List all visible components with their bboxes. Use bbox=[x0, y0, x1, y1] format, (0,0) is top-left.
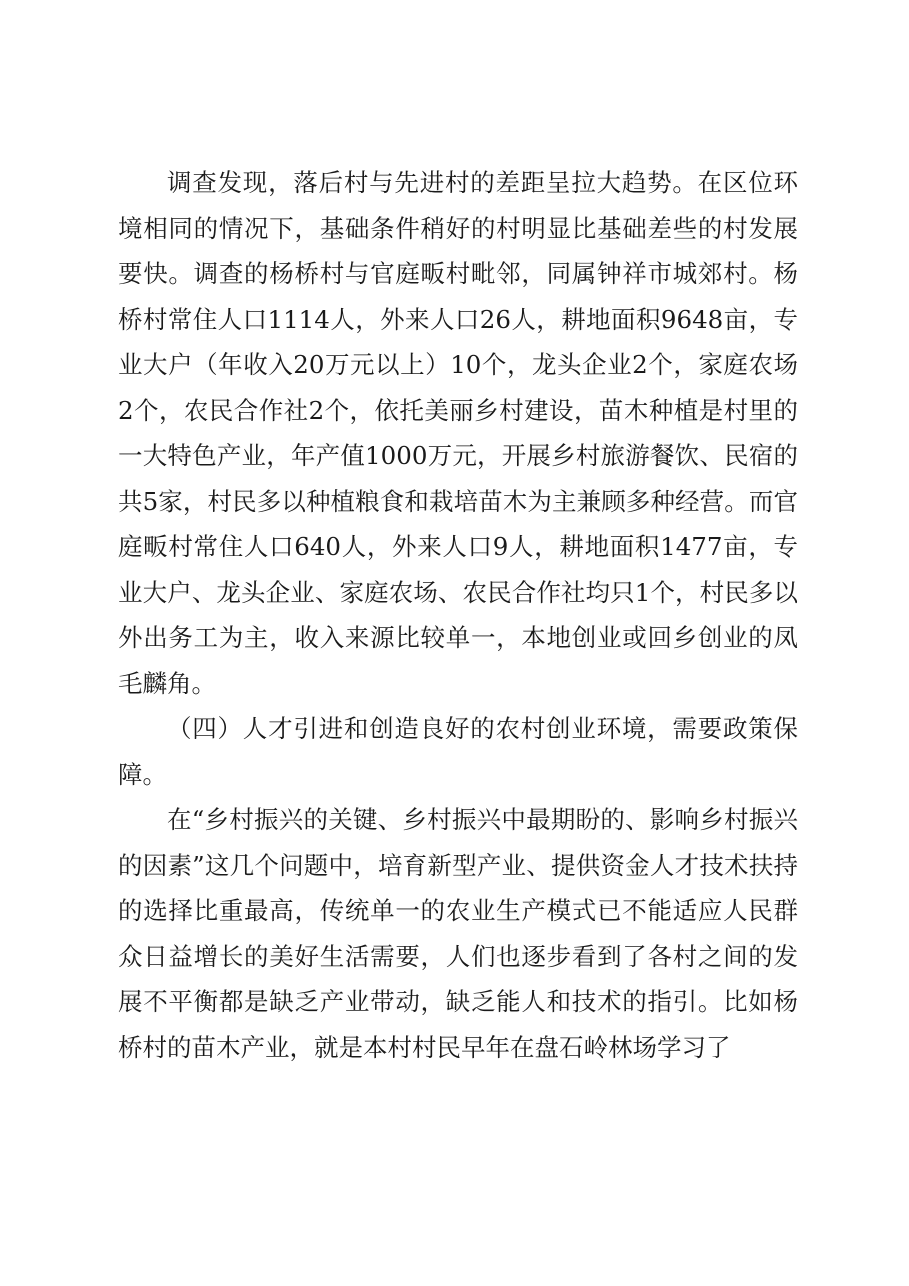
section-heading-four: （四）人才引进和创造良好的农村创业环境，需要政策保障。 bbox=[118, 714, 798, 789]
paragraph-rural-revitalization: 在“乡村振兴的关键、乡村振兴中最期盼的、影响乡村振兴的因素”这几个问题中，培育新型产业、提供资金人才技术扶持的选择比重最高，传统单一的农业生产模式已不能适应人民群众日益增长的美好生活需要，人们也逐步看到了各村之间的发展不平衡都是缺乏产业带动，缺乏能人和技术的指引。比如杨桥村的苗木产业，就是本村村民早年在盘石岭林场学习了 bbox=[118, 805, 798, 1062]
paragraph-village-gap: 调查发现，落后村与先进村的差距呈拉大趋势。在区位环境相同的情况下，基础条件稍好的村明显比基础差些的村发展要快。调查的杨桥村与官庭畈村毗邻，同属钟祥市城郊村。杨桥村常住人口1114人，外来人口26人，耕地面积9648亩，专业大户（年收入20万元以上）10个，龙头企业2个，家庭农场2个，农民合作社2个，依托美丽乡村建设，苗木种植是村里的一大特色产业，年产值1000万元，开展乡村旅游餐饮、民宿的共5家，村民多以种植粮食和栽培苗木为主兼顾多种经营。而官庭畈村常住人口640人，外来人口9人，耕地面积1477亩，专业大户、龙头企业、家庭农场、农民合作社均只1个，村民多以外出务工为主，收入来源比较单一，本地创业或回乡创业的凤毛麟角。 bbox=[118, 168, 798, 698]
document-body bbox=[118, 160, 798, 1070]
